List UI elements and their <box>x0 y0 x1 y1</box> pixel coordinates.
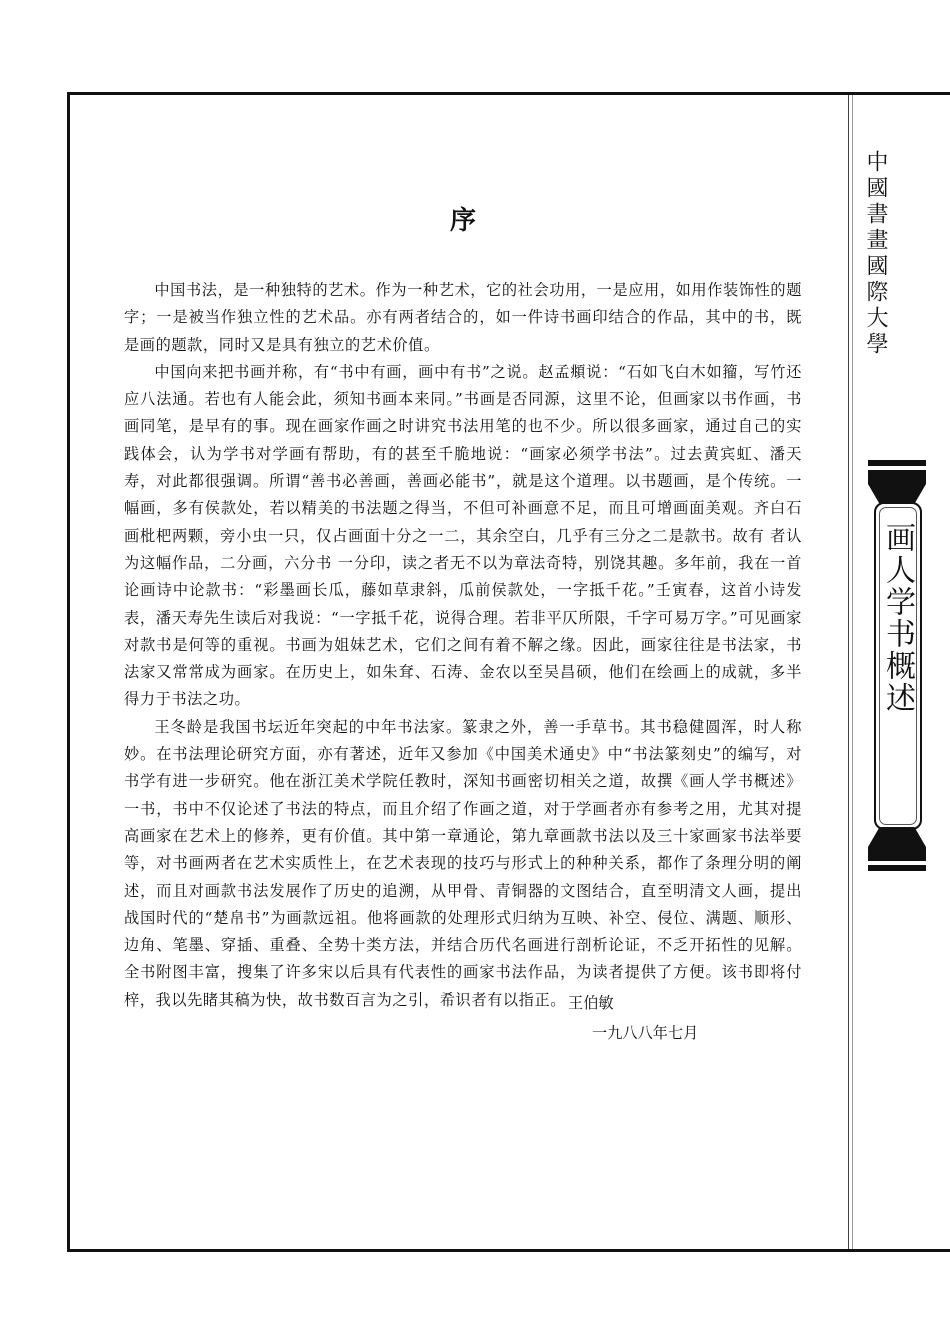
preface-paragraph-1: 中国书法，是一种独特的艺术。作为一种艺术，它的社会功用，一是应用，如用作装饰性的题字；一是被当作独立性的艺术品。亦有两者结合的，如一件诗书画印结合的作品，其中的书，既是画的题款，同时又是具有独立的艺术价值。 <box>124 281 802 354</box>
preface-date: 一九八八年七月 <box>592 1024 699 1042</box>
label-bar-bottom-thick <box>868 847 926 861</box>
book-label: 画人学书概述 <box>880 522 915 714</box>
label-bar-bottom-thin <box>868 865 926 871</box>
label-bar-top-thin <box>868 460 926 466</box>
signature-block <box>568 988 698 1048</box>
label-bar-top-thick <box>868 470 926 484</box>
author-signature: 王伯敏 <box>568 994 614 1012</box>
preface-paragraph-3: 王冬龄是我国书坛近年突起的中年书法家。篆隶之外，善一手草书。其书稳健圆浑，时人称妙。在书法理论研究方面，亦有著述，近年又参加《中国美术通史》中“书法篆刻史”的编写，对书学有进一步研究。他在浙江美术学院任教时，深知书画密切相关之道，故撰《画人学书概述》一书，书中不仅论述了书法的特点，而且介绍了作画之道，对于学画者亦有参考之用，尤其对提高画家在艺术上的修养，更有价值。其中第一章通论，第九章画款书法以及三十家画家书法举要等，对书画两者在艺术实质性上，在艺术表现的技巧与形式上的种种关系，都作了条理分明的阐述，而且对画款书法发展作了历史的追溯，从甲骨、青铜器的文图结合，直至明清文人画，提出战国时代的“楚帛书”为画款远祖。他将画款的处理形式归纳为互映、补空、侵位、满题、顺形、边角、笔墨、穿插、重叠、全势十类方法，并结合历代名画进行剖析论证，不乏开拓性的见解。全书附图丰富，搜集了许多宋以后具有代表性的画家书法作品，为读者提供了方便。该书即将付梓，我以先睹其稿为快，故书数百言为之引，希识者有以指正。 <box>124 717 802 1009</box>
side-divider-line <box>848 95 849 1249</box>
side-title: 中國書畫國際大學 <box>863 150 888 358</box>
side-divider-line-inner <box>852 95 853 1249</box>
preface-paragraph-2: 中国向来把书画并称，有“书中有画，画中有书”之说。赵孟頫说：“石如飞白木如籀，写竹还应八法通。若也有人能会此，须知书画本来同。”书画是否同源，这里不论，但画家以书作画，书画同笔，是早有的事。现在画家作画之时讲究书法用笔的也不少。所以很多画家，通过自己的实践体会，认为学书对学画有帮助，有的甚至千脆地说：“画家必须学书法”。过去黄宾虹、潘天寿，对此都很强调。所谓“善书必善画，善画必能书”，就是这个道理。以书题画，是个传统。一幅画，多有侯款处，若以精美的书法题之得当，不但可补画意不足，而且可增画面美观。齐白石画枇杷两颗，旁小虫一只，仅占画面十分之一二，其余空白，几乎有三分之二是款书。故有 者认为这幅作品，二分画，六分书 一分印，读之者无不以为章法奇特，别饶其趣。多年前，我在一首论画诗中论款书：“彩墨画长瓜，藤如草隶斜，瓜前侯款处，一字抵千花。”壬寅春，这首小诗发表，潘天寿先生读后对我说：“一字抵千花，说得合理。若非平仄所限，千字可易万字。”可见画家对款书是何等的重视。书画为姐妹艺术，它们之间有着不解之缘。因此，画家往往是书法家，书法家又常常成为画家。在历史上，如朱耷、石涛、金农以至吴昌硕，他们在绘画上的成就，多半得力于书法之功。 <box>124 362 802 709</box>
preface-content <box>124 200 802 1014</box>
preface-title: 序 <box>449 206 476 236</box>
